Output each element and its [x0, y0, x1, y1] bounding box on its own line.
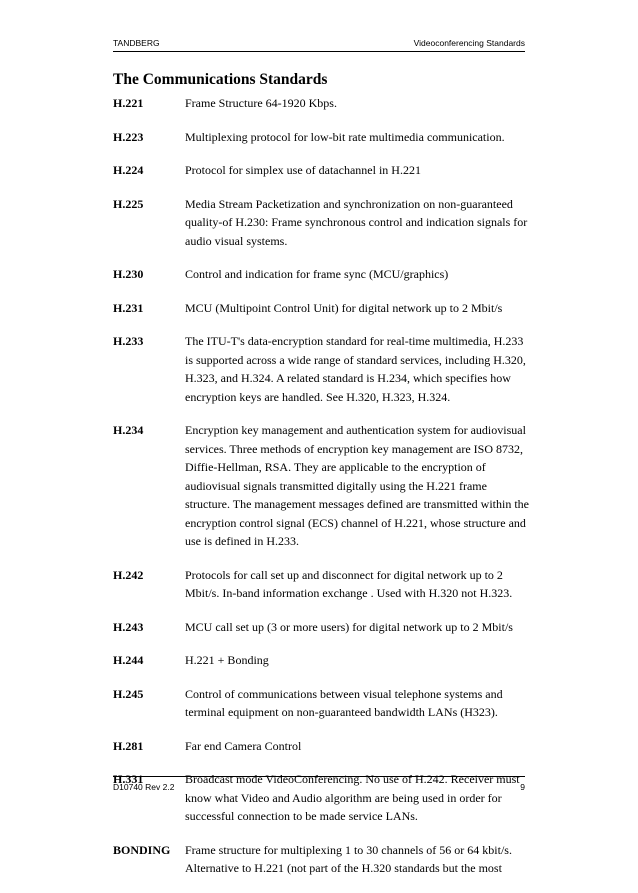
standard-code: H.231 — [113, 300, 144, 315]
standard-description: Frame structure for multiplexing 1 to 30 channels of 56 or 64 kbit/s. Alternative to H.221 (not part of the H.320 standards but the most — [185, 842, 512, 875]
standard-code: H.233 — [113, 334, 144, 348]
standard-code: H.223 — [113, 129, 144, 144]
standard-entry — [113, 421, 533, 551]
standard-entry — [113, 618, 533, 637]
standard-description: Protocols for call set up and disconnect for digital network up to 2 Mbit/s. In-band information exchange . Used with H.320 not H.323. — [185, 567, 513, 600]
standard-description: Broadcast mode VideoConferencing. No use of H.242. Receiver must know what Video and Audio algorithm are being used in order for successful connection to be made service LANs. — [185, 772, 520, 823]
page-number: 9 — [520, 782, 525, 792]
standard-entry — [113, 195, 533, 251]
page-header — [113, 38, 525, 52]
standard-entry — [113, 332, 533, 406]
standard-description: Multiplexing protocol for low-bit rate multimedia communication. — [185, 129, 505, 144]
standard-code: H.244 — [113, 653, 144, 667]
standard-entry — [113, 161, 533, 180]
standard-description: MCU (Multipoint Control Unit) for digital network up to 2 Mbit/s — [185, 300, 503, 315]
header-section-title: Videoconferencing Standards — [413, 38, 525, 48]
standard-entry — [113, 265, 533, 284]
document-revision: D10740 Rev 2.2 — [113, 782, 175, 792]
standard-code: H.234 — [113, 423, 144, 437]
page-content — [113, 71, 533, 893]
standard-code: H.281 — [113, 738, 144, 753]
standard-code: H.221 — [113, 96, 144, 110]
standard-description: Frame Structure 64-1920 Kbps. — [185, 96, 337, 110]
header-company: TANDBERG — [113, 38, 160, 48]
standard-entry — [113, 737, 533, 756]
standard-code: H.230 — [113, 267, 144, 281]
standard-code: BONDING — [113, 842, 171, 857]
standard-code: H.242 — [113, 567, 144, 582]
standard-description: Control and indication for frame sync (MCU/graphics) — [185, 267, 449, 281]
standard-entry — [113, 566, 533, 603]
standard-entry — [113, 841, 533, 878]
standard-description: H.221 + Bonding — [185, 653, 269, 667]
page-title: The Communications Standards — [113, 71, 328, 88]
standard-description: Protocol for simplex use of datachannel in H.221 — [185, 163, 421, 177]
standard-description: MCU call set up (3 or more users) for digital network up to 2 Mbit/s — [185, 619, 513, 634]
page-footer — [113, 776, 525, 792]
standard-code: H.245 — [113, 686, 144, 701]
standard-code: H.243 — [113, 619, 144, 634]
standard-description: Media Stream Packetization and synchronization on non-guaranteed quality-of H.230: Frame synchronous control and indication signals for audio visual systems. — [185, 196, 528, 248]
standard-entry — [113, 94, 533, 113]
standard-code: H.225 — [113, 196, 144, 211]
standard-entry — [113, 651, 533, 670]
standard-entry — [113, 299, 533, 318]
standard-code: H.224 — [113, 163, 144, 177]
standard-description: Far end Camera Control — [185, 738, 302, 753]
standard-description: The ITU-T's data-encryption standard for real-time multimedia, H.233 is supported across a wide range of standard services, including H.320, H.323, and H.324. A related standard is H.234, which specifies how encryption keys are handled. See H.320, H.323, H.324. — [185, 334, 526, 404]
standard-description: Control of communications between visual telephone systems and terminal equipment on non-guaranteed bandwidth LANs (H323). — [185, 686, 503, 719]
standard-entry — [113, 685, 533, 722]
standard-entry — [113, 128, 533, 147]
standard-description: Encryption key management and authentication system for audiovisual services. Three methods of encryption key management are ISO 8732, Diffie-Hellman, RSA. They are applicable to the encryption of audiovisual signals transmitted digitally using the H.221 frame structure. The management messages defined are transmitted within the encryption control signal (ECS) channel of H.221, whose structure and use is defined in H.233. — [185, 423, 529, 548]
standard-code: H.331 — [113, 772, 144, 786]
